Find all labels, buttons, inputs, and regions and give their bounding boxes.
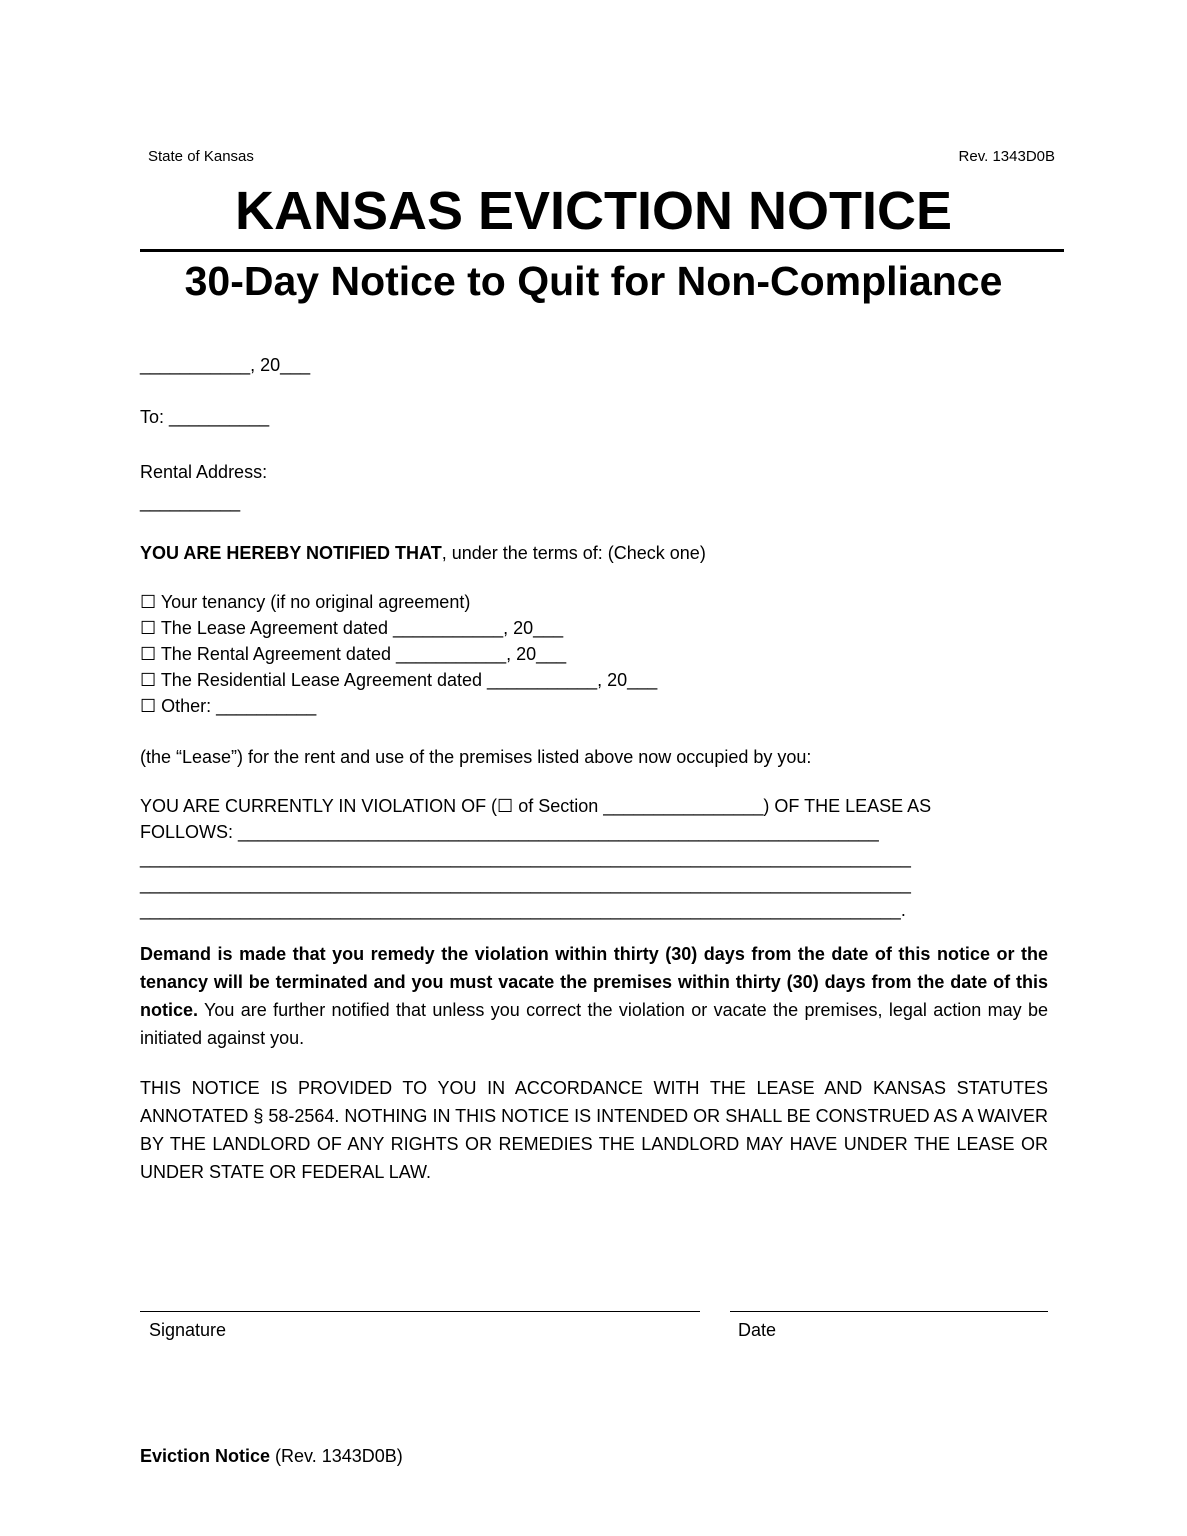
date-label: Date (738, 1320, 777, 1340)
title-divider (140, 249, 1064, 252)
rental-address-label: Rental Address: (140, 462, 268, 482)
footer-doc-name: Eviction Notice (140, 1446, 271, 1466)
checkbox-option-tenancy[interactable]: ☐ Your tenancy (if no original agreement) (140, 592, 471, 612)
state-label: State of Kansas (148, 148, 254, 165)
violation-line-1[interactable]: YOU ARE CURRENTLY IN VIOLATION OF (☐ of Section ________________) OF THE LEASE AS (140, 796, 932, 816)
checkbox-option-rental-agreement[interactable]: ☐ The Rental Agreement dated ___________, 20___ (140, 644, 567, 664)
signature-label: Signature (149, 1320, 227, 1340)
notice-intro (140, 540, 706, 566)
demand-bold: Demand is made that you remedy the violation within thirty (30) days from the date of this notice or the tenancy will be terminated and you must vacate the premises within thirty (30) days from the date of this notice. (140, 944, 1048, 1020)
notice-intro-bold: YOU ARE HEREBY NOTIFIED THAT (140, 543, 442, 563)
statute-notice: THIS NOTICE IS PROVIDED TO YOU IN ACCORDANCE WITH THE LEASE AND KANSAS STATUTES ANNOTATED § 58-2564. NOTHING IN THIS NOTICE IS INTENDED OR SHALL BE CONSTRUED AS A WAIVER BY THE LANDLORD OF ANY RIGHTS OR REMEDIES THE LANDLORD MAY HAVE UNDER THE LEASE OR UNDER STATE OR FEDERAL LAW. (140, 1078, 1048, 1182)
violation-line-3[interactable]: _____________________________________________________________________________ (140, 848, 911, 868)
revision-label: Rev. 1343D0B (958, 148, 1055, 165)
signature-line[interactable] (140, 1311, 700, 1312)
checkbox-option-residential-lease[interactable]: ☐ The Residential Lease Agreement dated ___________, 20___ (140, 670, 658, 690)
demand-rest: You are further notified that unless you correct the violation or vacate the premises, legal action may be initiated against you. (140, 1000, 1048, 1048)
checkbox-option-lease-agreement[interactable]: ☐ The Lease Agreement dated ___________, 20___ (140, 618, 564, 638)
to-line[interactable]: To: __________ (140, 407, 270, 427)
document-subtitle: 30-Day Notice to Quit for Non-Compliance (184, 258, 1003, 304)
violation-line-4[interactable]: _____________________________________________________________________________ (140, 874, 911, 894)
violation-line-2[interactable]: FOLLOWS: ________________________________________________________________ (140, 822, 879, 842)
demand-paragraph (140, 940, 1048, 1052)
notice-intro-rest: , under the terms of: (Check one) (441, 543, 706, 563)
footer (140, 1446, 403, 1467)
lease-clause: (the “Lease”) for the rent and use of the premises listed above now occupied by you: (140, 747, 812, 767)
date-signature-line[interactable] (730, 1311, 1048, 1312)
footer-revision: (Rev. 1343D0B) (270, 1446, 403, 1466)
date-line[interactable]: ___________, 20___ (140, 355, 311, 375)
violation-line-5[interactable]: ____________________________________________________________________________. (140, 900, 906, 920)
checkbox-option-other[interactable]: ☐ Other: __________ (140, 696, 317, 716)
document-title: KANSAS EVICTION NOTICE (234, 181, 953, 241)
rental-address-field[interactable]: __________ (140, 492, 241, 512)
